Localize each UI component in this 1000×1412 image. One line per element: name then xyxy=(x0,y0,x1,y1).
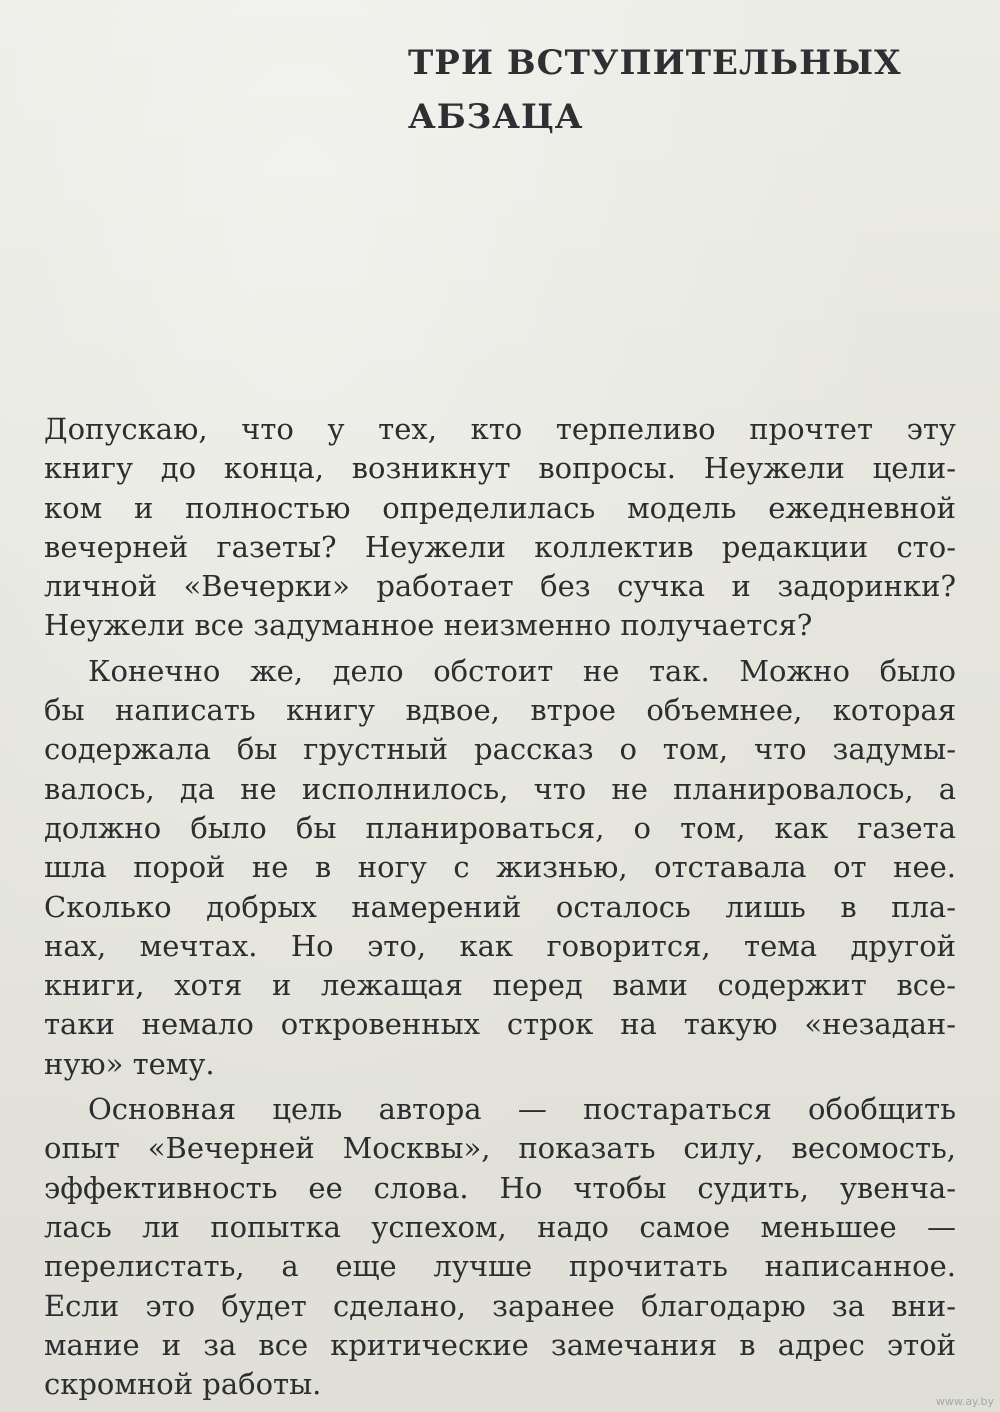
text-line: Если это будет сделано, заранее благодарю за вни- xyxy=(44,1288,956,1323)
text-line: должно было бы планироваться, о том, как газета xyxy=(44,810,956,845)
text-line: перелистать, а еще лучше прочитать написанное. xyxy=(44,1249,956,1284)
text-line: валось, да не исполнилось, что не планировалось, а xyxy=(44,771,956,806)
paragraph-1 xyxy=(44,410,956,646)
text-line: Конечно же, дело обстоит не так. Можно было xyxy=(88,653,956,688)
text-line: Допускаю, что у тех, кто терпеливо прочтет эту xyxy=(44,412,956,446)
paragraph-3 xyxy=(44,1090,956,1404)
text-line: лась ли попытка успехом, надо самое меньшее — xyxy=(44,1209,956,1244)
text-line: вечерней газеты? Неужели коллектив редакции сто- xyxy=(44,529,956,564)
text-line: книгу до конца, возникнут вопросы. Неужели цели- xyxy=(44,451,956,486)
chapter-title-line: АБЗАЦА xyxy=(408,97,584,137)
paragraph-2 xyxy=(44,652,956,1084)
text-line: скромной работы. xyxy=(44,1367,322,1402)
text-line: бы написать книгу вдвое, втрое объемнее, которая xyxy=(44,693,956,728)
chapter-title-line: ТРИ ВСТУПИТЕЛЬНЫХ xyxy=(408,43,902,83)
text-line: нах, мечтах. Но это, как говорится, тема другой xyxy=(44,928,956,963)
text-line: эффективность ее слова. Но чтобы судить, увенча- xyxy=(44,1170,956,1205)
text-line: ную» тему. xyxy=(44,1046,215,1081)
text-line: книги, хотя и лежащая перед вами содержит все- xyxy=(44,968,956,1003)
text-line: личной «Вечерки» работает без сучка и задоринки? xyxy=(44,569,956,604)
text-line: таки немало откровенных строк на такую «незадан- xyxy=(44,1007,956,1042)
text-line: шла порой не в ногу с жизнью, отставала от нее. xyxy=(44,850,956,885)
site-watermark: www.ay.by xyxy=(935,1395,994,1408)
text-line: Неужели все задуманное неизменно получается? xyxy=(44,608,813,643)
text-line: опыт «Вечерней Москвы», показать силу, весомость, xyxy=(44,1131,956,1166)
text-line: содержала бы грустный рассказ о том, что задумы- xyxy=(44,732,956,767)
chapter-body xyxy=(44,410,956,1410)
text-line: Основная цель автора — постараться обобщить xyxy=(88,1092,956,1127)
text-line: Сколько добрых намерений осталось лишь в пла- xyxy=(44,889,956,924)
text-line: ком и полностью определилась модель ежедневной xyxy=(44,490,956,525)
text-line: мание и за все критические замечания в адрес этой xyxy=(44,1327,956,1362)
chapter-title xyxy=(408,36,968,144)
